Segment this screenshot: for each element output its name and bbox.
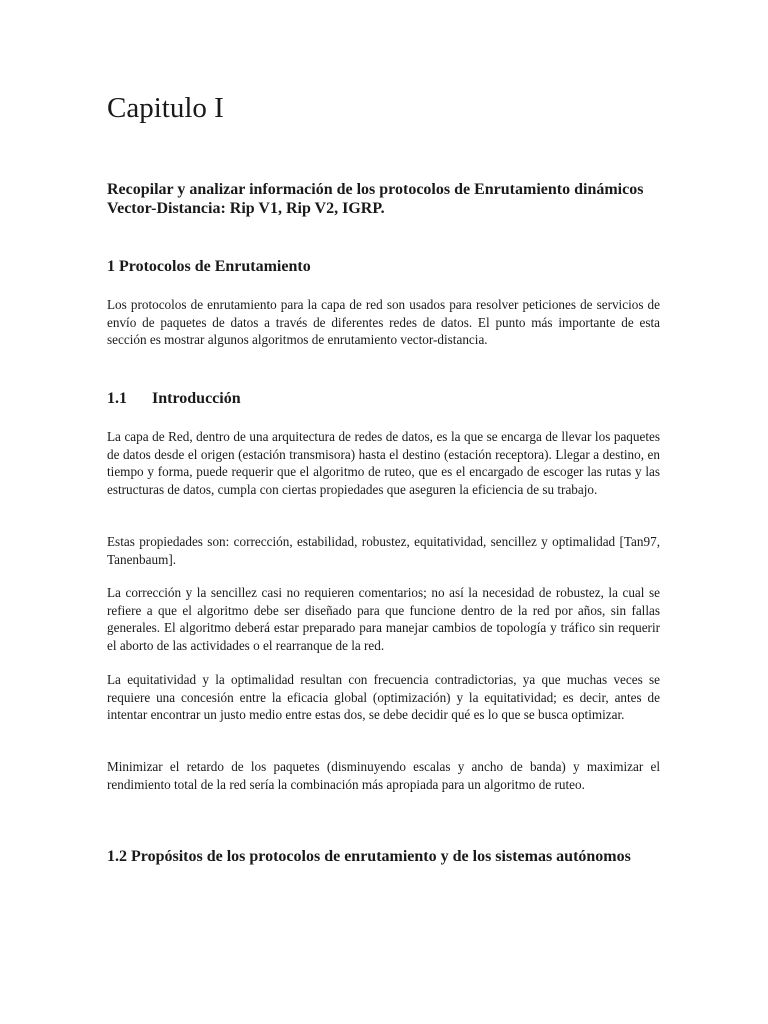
section-1-1-heading bbox=[107, 389, 241, 409]
section-1-2-heading: 1.2 Propósitos de los protocolos de enrutamiento y de los sistemas autónomos bbox=[107, 848, 631, 865]
section-1-heading: 1 Protocolos de Enrutamiento bbox=[107, 258, 311, 275]
intro-paragraph-3: La corrección y la sencillez casi no requieren comentarios; no así la necesidad de robustez, la cual se refiere a que el algoritmo debe ser diseñado para que funcione dentro de la red por años, sin fallas generales. El algoritmo deberá estar preparado para manejar cambios de topología y tráfico sin requerir el aborto de las actividades o el rearranque de la red. bbox=[107, 585, 660, 653]
document-subtitle bbox=[107, 180, 667, 218]
subtitle-line-1: Recopilar y analizar información de los protocolos de Enrutamiento dinámicos bbox=[107, 181, 644, 198]
section-1-1-number: 1.1 bbox=[107, 390, 127, 407]
subtitle-line-2: Vector-Distancia: Rip V1, Rip V2, IGRP. bbox=[107, 200, 385, 217]
intro-paragraph-4: La equitatividad y la optimalidad resultan con frecuencia contradictorias, ya que muchas veces se requiere una concesión entre la eficacia global (optimización) y la equitatividad; es decir, antes de intentar encontrar un justo medio entre estas dos, se debe decidir qué es lo que se busca optimizar. bbox=[107, 672, 660, 722]
chapter-title: Capitulo I bbox=[107, 92, 224, 124]
intro-paragraph-2: Estas propiedades son: corrección, estabilidad, robustez, equitatividad, sencillez y optimalidad [Tan97, Tanenbaum]. bbox=[107, 534, 660, 567]
intro-paragraph-1: La capa de Red, dentro de una arquitectura de redes de datos, es la que se encarga de llevar los paquetes de datos desde el origen (estación transmisora) hasta el destino (estación receptora). Llegar a destino, en tiempo y forma, puede requerir que el algoritmo de ruteo, que es el encargado de escoger las rutas y las estructuras de datos, cumpla con ciertas propiedades que aseguren la eficiencia de su trabajo. bbox=[107, 429, 660, 497]
section-1-1-title: Introducción bbox=[152, 390, 241, 407]
intro-paragraph-5: Minimizar el retardo de los paquetes (disminuyendo escalas y ancho de banda) y maximizar el rendimiento total de la red sería la combinación más apropiada para un algoritmo de ruteo. bbox=[107, 759, 660, 792]
section-1-paragraph: Los protocolos de enrutamiento para la capa de red son usados para resolver peticiones de servicios de envío de paquetes de datos a través de diferentes redes de datos. El punto más importante de esta sección es mostrar algunos algoritmos de enrutamiento vector-distancia. bbox=[107, 297, 660, 347]
